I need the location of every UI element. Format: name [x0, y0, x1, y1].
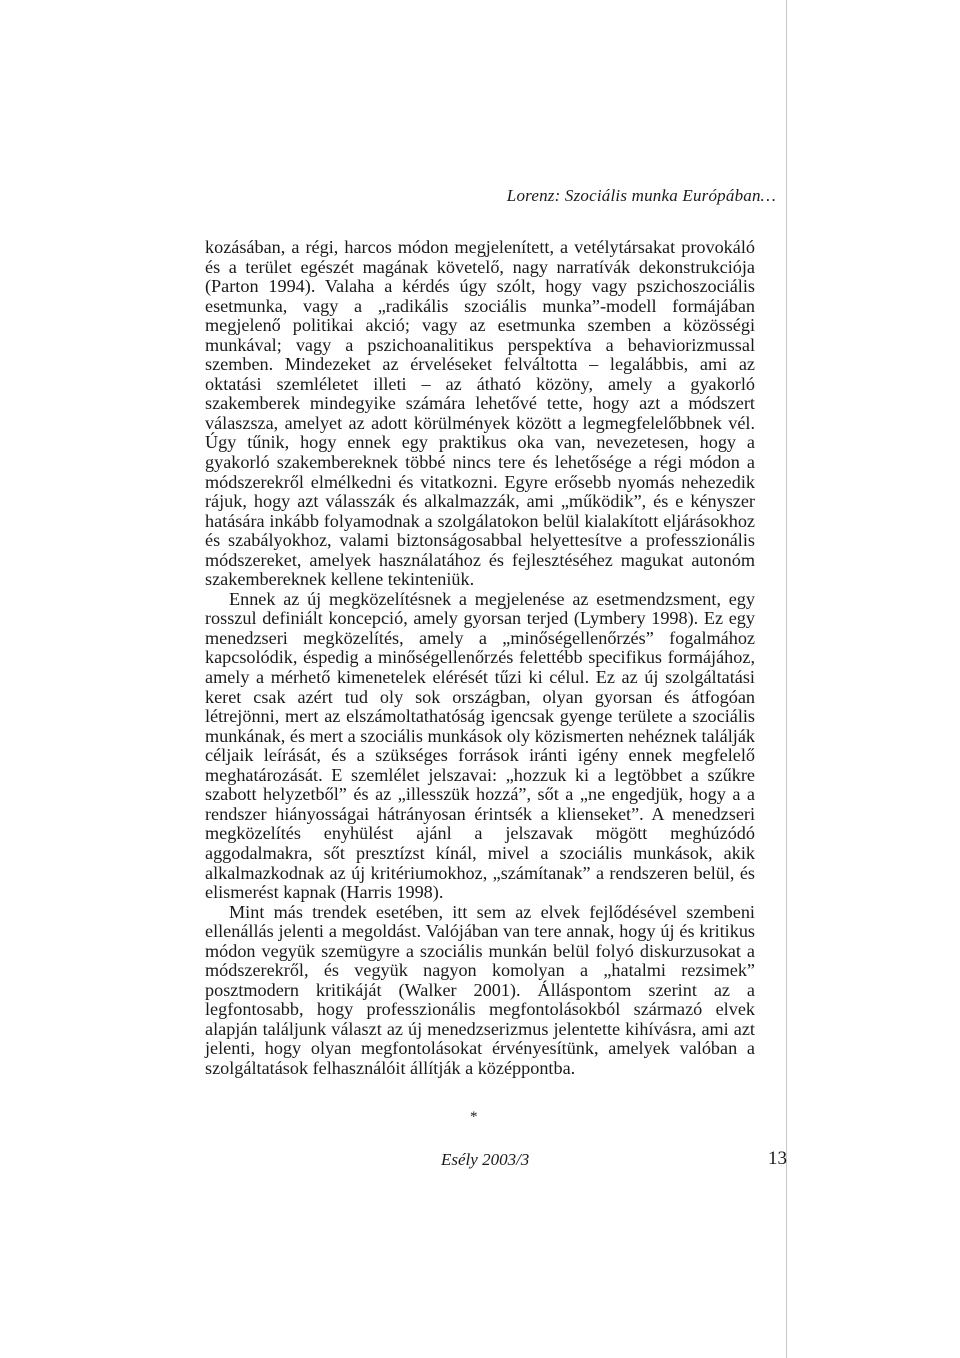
paragraph-3: Mint más trendek esetében, itt sem az elvek fejlődésével szembeni ellenállás jelenti a megoldást. Valójában van tere annak, hogy új és kritikus módon vegyük szemügyre a szociális munkán belül folyó diskurzusokat a módszerekről, és vegyük nagyon komolyan a „hatalmi rezsimek” posztmodern kritikáját (Walker 2001). Álláspontom szerint az a legfontosabb, hogy professzionális megfontolásokból származó elvek alapján találjunk választ az új menedzserizmus jelentette kihívásra, ami azt jelenti, hogy olyan megfontolásokat érvényesítünk, amelyek valóban a szolgáltatások felhasználóit állítják a középpontba. [205, 901, 755, 1078]
page-number: 13 [768, 1148, 787, 1169]
journal-name: Esély 2003/3 [441, 1150, 530, 1169]
running-header: Lorenz: Szociális munka Európában… [506, 186, 776, 205]
paragraph-2: Ennek az új megközelítésnek a megjelenése az esetmendzsment, egy rosszul definiált koncepció, amely gyorsan terjed (Lymbery 1998). Ez egy menedzseri megközelítés, amely a „minőségellenőrzés” fogalmához kapcsolódik, éspedig a minőségellenőrzés felettébb specifikus formájához, amely a mérhető kimenetelek elérését tűzi ki célul. Ez az új szolgáltatási keret csak azért tud oly sok országban, olyan gyorsan és átfogóan létrejönni, mert az elszámoltathatóság igencsak gyenge területe a szociális munkának, és mert a szociális munkások oly közismerten nehéznek találják céljaik leírását, és a szükséges források iránti igény ennek megfelelő meghatározását. E szemlélet jelszavai: „hozzuk ki a legtöbbet a szűkre szabott helyzetből” és az „illesszük hozzá”, sőt a „ne engedjük, hogy a a rendszer hiányosságai hátrányosan érintsék a klienseket”. A menedzseri megközelítés enyhülést ajánl a jelszavak mögött meghúzódó aggodalmakra, sőt presztízst kínál, mivel a szociális munkások, akik alkalmazkodnak az új kritériumokhoz, „számítanak” a rendszeren belül, és elismerést kapnak (Harris 1998). [205, 588, 755, 903]
section-separator: * [470, 1109, 478, 1125]
paragraph-1: kozásában, a régi, harcos módon megjelenített, a vetélytársakat provokáló és a terület egészét magának követelő, nagy narratívák dekonstrukciója (Parton 1994). Valaha a kérdés úgy szólt, hogy vagy pszichoszociális esetmunka, vagy a „radikális szociális munka”-modell formájában megjelenő politikai akció; vagy az esetmunka szemben a közösségi munkával; vagy a pszichoanalitikus perspektíva a behaviorizmussal szemben. Mindezeket az érveléseket felváltotta – legalábbis, ami az oktatási szemléletet illeti – az átható közöny, amely a gyakorló szakemberek mindegyike számára lehetővé tette, hogy azt a módszert válaszsza, amelyet az adott körülmények között a legmegfelelőbbnek vél. Úgy tűnik, hogy ennek egy praktikus oka van, nevezetesen, hogy a gyakorló szakembereknek többé nincs tere és lehetősége a régi módon a módszerekről elmélkedni és vitatkozni. Egyre erősebb nyomás nehezedik rájuk, hogy azt válasszák és alkalmazzák, ami „működik”, és e kényszer hatására inkább folyamodnak a szolgálatokon belül kialakított eljárásokhoz és szabályokhoz, valami biztonságosabbal helyettesítve a professzionális módszereket, amelyek használatához és fejlesztéséhez magukat autonóm szakembereknek kellene tekinteniük. [205, 237, 755, 590]
article-body [205, 238, 755, 1079]
